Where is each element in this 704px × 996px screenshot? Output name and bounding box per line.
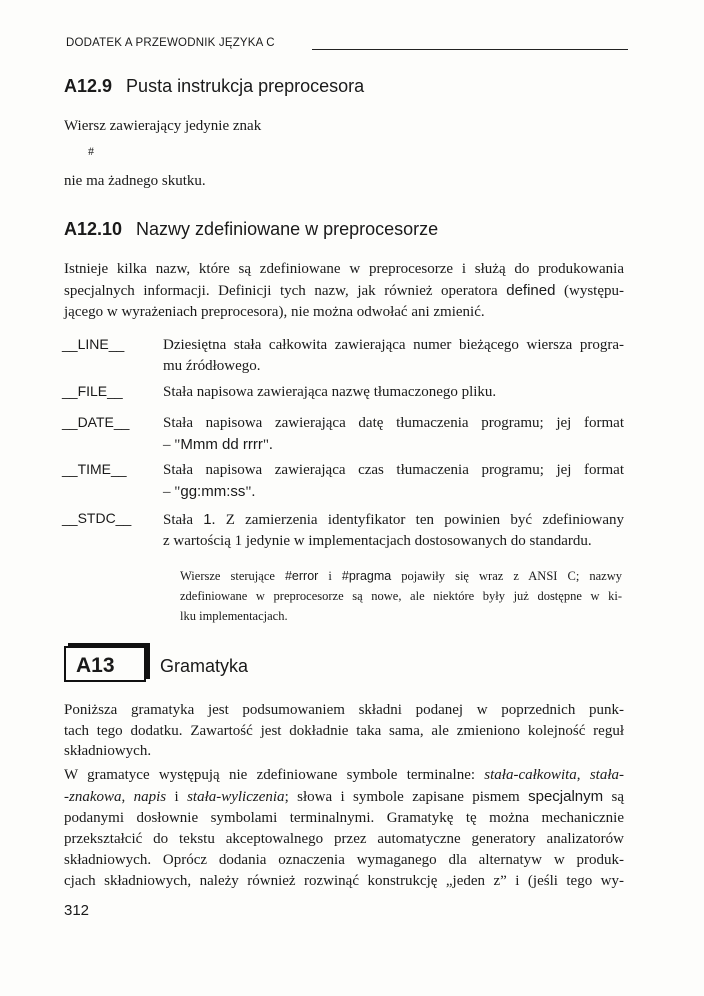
text-run: składniowych. — [64, 743, 152, 759]
text-run: nie ma żadnego skutku. — [64, 173, 206, 189]
section-heading-a12-9 — [64, 76, 364, 97]
text-run: , — [121, 789, 134, 805]
text-run: Istnieje kilka nazw, które są zdefiniowane w preprocesorze i służą do produkowania — [64, 261, 624, 277]
definition-description — [163, 382, 624, 403]
code-text: specjalnym — [528, 788, 604, 805]
definition-term: __LINE__ — [62, 336, 125, 352]
code-hash: # — [88, 144, 94, 158]
text-line — [64, 871, 624, 892]
text-run: specjalnych informacji. Definicji tych nazw, jak również operatora — [64, 283, 507, 299]
text-run: tach tego dodatku. Zawartość jest dokładnie taka sama, ale zmieniono kolejność reguł — [64, 722, 624, 739]
text-run: mu źródłowego. — [163, 358, 261, 374]
page-number: 312 — [64, 902, 90, 919]
text-run: ; słowa i symbole zapisane pismem — [284, 789, 529, 805]
text-run: i — [166, 789, 188, 805]
chapter-box — [64, 646, 146, 682]
text-line — [180, 586, 622, 606]
paragraph — [64, 171, 624, 192]
text-line — [64, 302, 624, 323]
italic-text: stała-wyliczenia — [187, 789, 285, 805]
text-line — [64, 741, 624, 762]
text-line — [163, 481, 624, 503]
text-run: Wiersz zawierający jedynie znak — [64, 118, 262, 134]
definition-description — [163, 335, 624, 377]
paragraph — [64, 700, 624, 762]
text-line — [64, 700, 624, 721]
definition-description — [163, 413, 624, 456]
section-title: Nazwy zdefiniowane w preprocesorze — [136, 219, 439, 239]
text-line — [64, 765, 624, 786]
italic-text: -znakowa — [64, 789, 122, 805]
text-run: Wiersze sterujące — [180, 569, 285, 583]
definition-description — [163, 509, 624, 552]
text-line — [163, 356, 624, 377]
text-run: , — [576, 767, 590, 783]
text-line — [180, 606, 622, 626]
text-line — [64, 116, 624, 137]
chapter-number: A13 — [76, 654, 115, 677]
text-run: ". — [245, 484, 256, 500]
text-line — [163, 434, 624, 456]
text-run: Stała napisowa zawierająca czas tłumaczenia programu; jej format — [163, 462, 624, 478]
text-run: z wartością 1 jedynie w implementacjach dostosowanych do standardu. — [163, 533, 592, 549]
text-line — [64, 171, 624, 192]
text-run: cjach składniowych, należy również rozwinąć konstrukcję „jeden z” i (jeśli tego wy- — [64, 873, 624, 889]
definition-term: __TIME__ — [62, 461, 127, 477]
code-text: #pragma — [341, 569, 392, 583]
code-text: #error — [284, 569, 319, 583]
text-line — [163, 509, 624, 531]
text-run: ". — [262, 437, 273, 453]
text-run: Dziesiętna stała całkowita zawierająca numer bieżącego wiersza progra- — [163, 337, 624, 353]
text-line — [163, 382, 624, 403]
text-run: Stała napisowa zawierająca nazwę tłumaczonego pliku. — [163, 384, 497, 400]
text-run: są — [603, 789, 625, 805]
code-text: 1 — [203, 511, 212, 528]
text-run: pojawiły się wraz z ANSI C; nazwy — [391, 569, 622, 583]
header-rule — [312, 49, 628, 50]
section-number: A12.10 — [64, 219, 123, 239]
text-run: W gramatyce występują nie zdefiniowane symbole terminalne: — [64, 767, 485, 783]
text-run: jącego w wyrażeniach preprocesora), nie można odwołać ani zmienić. — [64, 304, 485, 320]
text-run: Stała napisowa zawierająca datę tłumaczenia programu; jej format — [163, 415, 624, 431]
code-text: defined — [506, 282, 556, 299]
text-run: Poniższa gramatyka jest podsumowaniem składni podanej w poprzednich punk- — [64, 702, 624, 718]
text-run: składniowych. Oprócz dodania oznaczenia wymaganego dla alternatyw w produk- — [64, 852, 624, 868]
text-line — [64, 721, 624, 742]
paragraph — [64, 116, 624, 137]
text-run: Stała — [163, 512, 204, 528]
text-line — [64, 786, 624, 808]
text-run: – " — [163, 437, 181, 453]
code-text: Mmm dd rrrr — [180, 436, 263, 453]
text-run: – " — [163, 484, 181, 500]
italic-text: napis — [133, 789, 167, 805]
text-line — [64, 808, 624, 829]
definition-description — [163, 460, 624, 503]
section-title: Pusta instrukcja preprocesora — [126, 76, 365, 96]
italic-text: stała- — [589, 767, 624, 783]
section-heading-a12-10 — [64, 219, 438, 240]
text-run: . Z zamierzenia identyfikator ten powinien być zdefiniowany — [211, 512, 624, 528]
chapter-title: Gramatyka — [160, 656, 249, 676]
definition-term: __STDC__ — [62, 510, 132, 526]
text-run: lku implementacjach. — [180, 609, 288, 623]
text-line — [64, 259, 624, 280]
intro-paragraph — [64, 259, 624, 323]
text-line — [163, 531, 624, 552]
code-text: gg:mm:ss — [180, 483, 246, 500]
text-run: podanymi dosłownie symbolami terminalnymi. Gramatykę tę można mechanicznie — [64, 810, 624, 826]
text-line — [163, 460, 624, 481]
text-line — [64, 850, 624, 871]
section-number: A12.9 — [64, 76, 113, 96]
paragraph — [64, 765, 624, 892]
text-line — [163, 335, 624, 356]
definition-term: __FILE__ — [62, 383, 123, 399]
text-line — [64, 829, 624, 850]
running-header: DODATEK A PRZEWODNIK JĘZYKA C — [66, 37, 275, 49]
definition-term: __DATE__ — [62, 414, 130, 430]
text-line — [180, 566, 622, 586]
note-paragraph — [180, 566, 622, 626]
text-run: przekształcić do tekstu akceptowalnego przez automatyczne generatory analizatorów — [64, 831, 624, 847]
text-line — [64, 280, 624, 302]
italic-text: stała-całkowita — [484, 767, 577, 783]
text-run: i — [318, 569, 342, 583]
text-run: zdefiniowane w preprocesorze są nowe, ale niektóre były już dostępne w ki- — [180, 589, 622, 603]
text-run: (występu- — [555, 283, 624, 299]
text-line — [163, 413, 624, 434]
